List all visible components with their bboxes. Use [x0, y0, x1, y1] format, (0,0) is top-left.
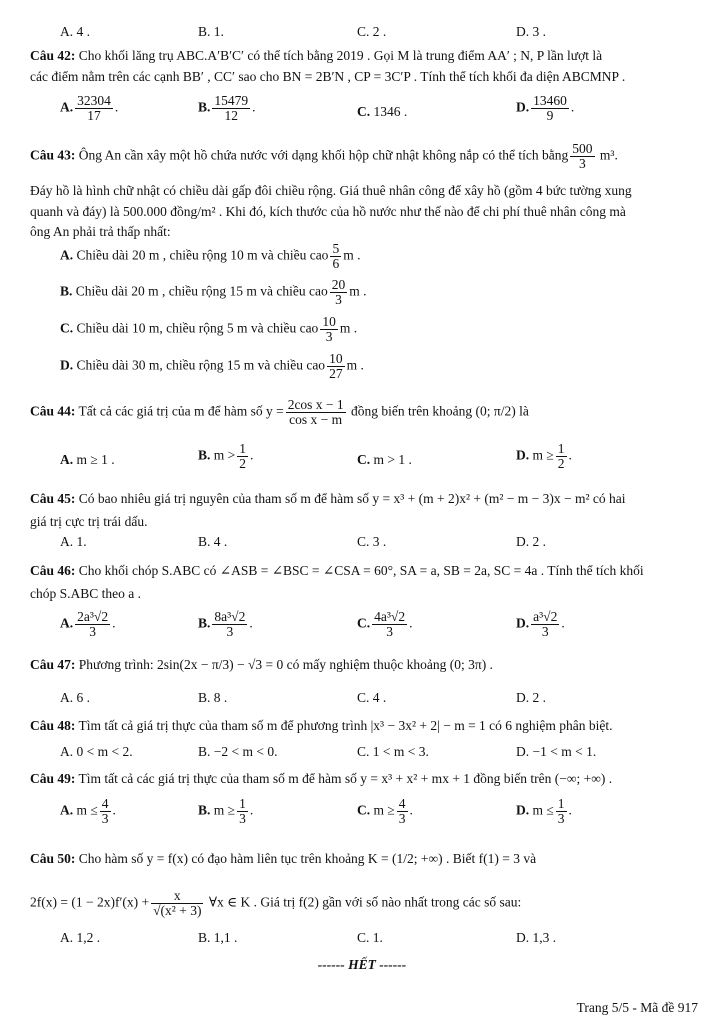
q50-option-c: C. 1.	[357, 930, 383, 945]
q49-option-c: C. m ≥ $\frac{4}{3}$ .	[357, 796, 413, 826]
q45-option-c: C. 3 .	[357, 534, 387, 549]
q47-option-b: B. 8 .	[198, 690, 228, 705]
q43-line-1: Câu 43: Ông An cần xây một hồ chứa nước với dạng khối hộp chữ nhật không nắp có thể tích bằng $\frac{500}{3}$ m³.	[30, 141, 618, 171]
q44-option-d: D. m ≥ $\frac{1}{2}$ .	[516, 441, 572, 471]
q48-option-c: C. 1 < m < 3.	[357, 744, 429, 759]
q43-option-c: C. Chiều dài 10 m, chiều rộng 5 m và chiều cao $\frac{10}{3}$ m .	[60, 314, 358, 344]
q50-line-2: 2f(x) = (1 − 2x)f′(x) + $\frac{x}{\text{√(x² + 3)}}$ ∀x ∈ K . Giá trị f(2) gần với số nào nhất trong các số sau:	[30, 888, 522, 918]
q49-line-1: Câu 49: Tìm tất cả các giá trị thực của tham số m để hàm số y = x³ + x² + mx + 1 đồng biến trên (−∞; +∞) .	[30, 771, 613, 786]
q44-line-1: Câu 44: Tất cả các giá trị của m để hàm số y = $\frac{\text{2cos x − 1}}{\text{cos x − m}}$ đồng biến trên khoảng (0; π/2) là	[30, 397, 529, 427]
q45-line-1: Câu 45: Có bao nhiêu giá trị nguyên của tham số m để hàm số y = x³ + (m + 2)x² + (m² − m − 3)x − m² có hai	[30, 491, 626, 506]
q42-option-b: B. $\frac{15479}{12}$ .	[198, 93, 256, 123]
q49-option-b: B. m ≥ $\frac{1}{3}$ .	[198, 796, 254, 826]
q48-option-b: B. −2 < m < 0.	[198, 744, 278, 759]
q43-line-4: ông An phải trả thấp nhất:	[30, 224, 171, 239]
q42-text-1: Cho khối lăng trụ ABC.A′B′C′ có thể tích bằng 2019 . Gọi M là trung điểm AA′ ; N, P lần lượt là	[78, 48, 603, 63]
q41-option-c: C. 2 .	[357, 24, 387, 39]
page-footer: Trang 5/5 - Mã đề 917	[576, 1000, 698, 1015]
end-separator: ------ HẾT ------	[317, 957, 407, 972]
q49-option-d: D. m ≤ $\frac{1}{3}$ .	[516, 796, 572, 826]
q47-option-a: A. 6 .	[60, 690, 90, 705]
q46-line-2: chóp S.ABC theo a .	[30, 586, 141, 601]
q43-option-a: A. Chiều dài 20 m , chiều rộng 10 m và chiều cao $\frac{5}{6}$ m .	[60, 241, 361, 271]
q46-option-a: A. $\frac{\text{2a³√2}}{3}$ .	[60, 609, 116, 639]
q47-option-d: D. 2 .	[516, 690, 546, 705]
q49-option-a: A. m ≤ $\frac{4}{3}$ .	[60, 796, 116, 826]
q50-option-b: B. 1,1 .	[198, 930, 238, 945]
q43-option-d: D. Chiều dài 30 m, chiều rộng 15 m và chiều cao $\frac{10}{27}$ m .	[60, 351, 364, 381]
q50-option-d: D. 1,3 .	[516, 930, 557, 945]
q50-line-1: Câu 50: Cho hàm số y = f(x) có đạo hàm liên tục trên khoảng K = (1/2; +∞) . Biết f(1) = 3 và	[30, 851, 537, 866]
q44-option-a: A. m ≥ 1 .	[60, 452, 115, 467]
q48-line-1: Câu 48: Tìm tất cả giá trị thực của tham số m để phương trình |x³ − 3x² + 2| − m = 1 có 6 nghiệm phân biệt.	[30, 718, 613, 733]
q42-line-1	[30, 48, 698, 64]
q46-option-d: D. $\frac{\text{a³√2}}{3}$ .	[516, 609, 565, 639]
q43-line-2: Đáy hồ là hình chữ nhật có chiều dài gấp đôi chiều rộng. Giá thuê nhân công để xây hồ (gồm 4 bức tường xung	[30, 183, 632, 198]
q42-option-d: D. $\frac{13460}{9}$ .	[516, 93, 575, 123]
q42-label: Câu 42:	[30, 48, 76, 63]
q45-option-d: D. 2 .	[516, 534, 546, 549]
q42-option-c: C. 1346 .	[357, 104, 408, 119]
q43-line-3: quanh và đáy) là 500.000 đồng/m² . Khi đó, kích thước của hồ nước như thế nào để chi phí thuê nhân công mà	[30, 204, 626, 219]
q46-line-1: Câu 46: Cho khối chóp S.ABC có ∠ASB = ∠BSC = ∠CSA = 60°, SA = a, SB = 2a, SC = 4a . Tính thể tích khối	[30, 563, 644, 578]
q42-line-2: các điểm nằm trên các cạnh BB′ , CC′ sao cho BN = 2B′N , CP = 3C′P . Tính thể tích khối đa diện ABCMNP .	[30, 69, 626, 84]
q41-option-b: B. 1.	[198, 24, 224, 39]
q45-option-b: B. 4 .	[198, 534, 228, 549]
q45-line-2: giá trị cực trị trái dấu.	[30, 514, 148, 529]
q42-option-a: A. $\frac{32304}{17}$ .	[60, 93, 119, 123]
q46-option-c: C. $\frac{\text{4a³√2}}{3}$ .	[357, 609, 413, 639]
q50-option-a: A. 1,2 .	[60, 930, 101, 945]
q47-line-1: Câu 47: Phương trình: 2sin(2x − π/3) − √3 = 0 có mấy nghiệm thuộc khoảng (0; 3π) .	[30, 657, 493, 672]
q44-option-c: C. m > 1 .	[357, 452, 412, 467]
q47-option-c: C. 4 .	[357, 690, 387, 705]
q48-option-d: D. −1 < m < 1.	[516, 744, 597, 759]
q43-option-b: B. Chiều dài 20 m , chiều rộng 15 m và chiều cao $\frac{20}{3}$ m .	[60, 277, 367, 307]
q46-option-b: B. $\frac{\text{8a³√2}}{3}$ .	[198, 609, 253, 639]
q44-option-b: B. m > $\frac{1}{2}$ .	[198, 441, 254, 471]
q41-option-d: D. 3 .	[516, 24, 546, 39]
q48-option-a: A. 0 < m < 2.	[60, 744, 133, 759]
q45-option-a: A. 1.	[60, 534, 87, 549]
q41-option-a: A. 4 .	[60, 24, 90, 39]
